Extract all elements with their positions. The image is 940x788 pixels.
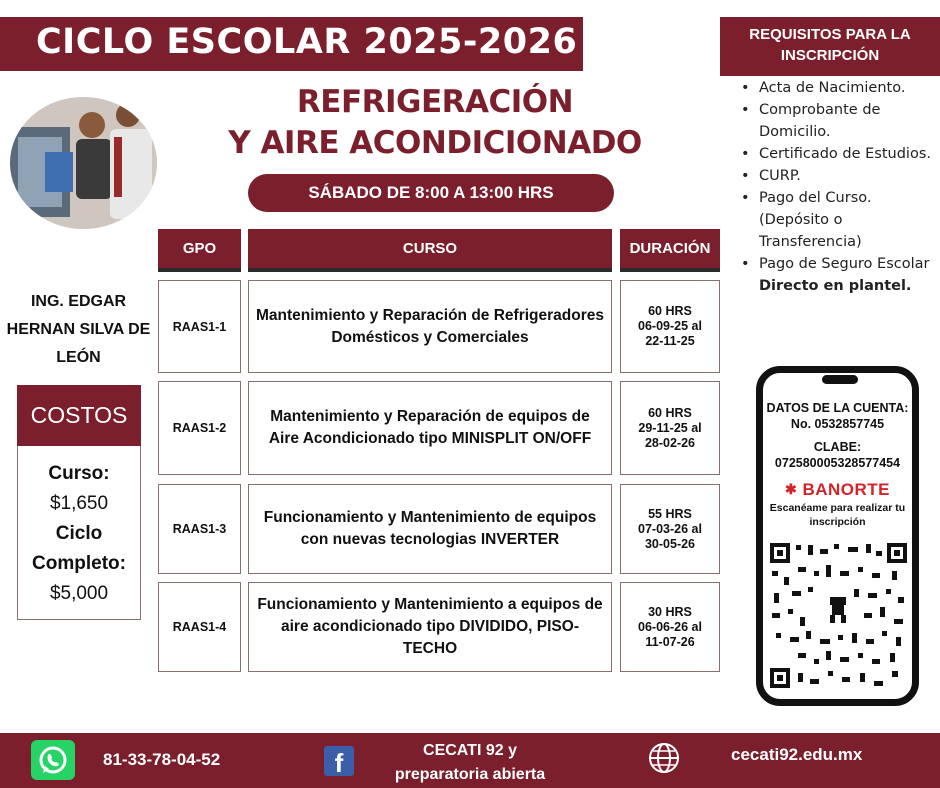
- duration-dates: 07-03-26 al 30-05-26: [638, 521, 702, 551]
- course-price: $1,650: [49, 493, 109, 514]
- schedule-pill: SÁBADO DE 8:00 A 13:00 HRS: [248, 174, 614, 212]
- requirement-item: • Comprobante de Domicilio.: [735, 99, 935, 143]
- table-cell-duration: [620, 582, 720, 672]
- phone-notch: [822, 375, 858, 384]
- duration-hours: 55 HRS: [648, 506, 692, 521]
- table-cell-duration: [620, 381, 720, 475]
- header-duration: DURACIÓN: [620, 229, 720, 272]
- costs-box: [17, 446, 141, 620]
- table-cell-course: Funcionamiento y Mantenimiento a equipos de aire acondicionado tipo DIVIDIDO, PISO-TECHO: [248, 582, 612, 672]
- table-cell-group: RAAS1-1: [158, 280, 241, 373]
- page-title: CICLO ESCOLAR 2025-2026: [36, 22, 578, 62]
- facebook-icon[interactable]: f: [324, 746, 354, 776]
- requirements-list: [735, 77, 935, 297]
- header-course: CURSO: [248, 229, 612, 272]
- bank-logo: [763, 480, 912, 500]
- duration-hours: 60 HRS: [648, 405, 692, 420]
- table-cell-duration: [620, 484, 720, 574]
- duration-dates: 06-09-25 al 22-11-25: [638, 319, 702, 348]
- whatsapp-icon[interactable]: [31, 740, 75, 780]
- teacher-name: ING. EDGAR HERNAN SILVA DE LEÓN: [6, 293, 151, 366]
- requirement-item: • CURP.: [735, 165, 935, 187]
- account-number: No. 0532857745: [790, 417, 885, 431]
- requirements-title: REQUISITOS PARA LA INSCRIPCIÓN: [720, 17, 940, 76]
- table-cell-group: RAAS1-3: [158, 484, 241, 574]
- qr-code-icon[interactable]: [768, 541, 909, 690]
- technicians-photo: [10, 97, 157, 229]
- clabe-label: CLABE:: [813, 440, 862, 454]
- costs-title: COSTOS: [17, 385, 141, 446]
- requirement-text: Pago de Seguro Escolar: [759, 256, 930, 272]
- table-cell-group: RAAS1-2: [158, 381, 241, 475]
- duration-hours: 30 HRS: [648, 604, 692, 619]
- requirement-item: • Acta de Nacimiento.: [735, 77, 935, 99]
- table-cell-course: Mantenimiento y Reparación de equipos de Aire Acondicionado tipo MINISPLIT ON/OFF: [248, 381, 612, 475]
- course-price-label: Curso:: [48, 463, 110, 484]
- requirement-item: [735, 253, 935, 297]
- requirement-item: • Certificado de Estudios.: [735, 143, 935, 165]
- duration-dates: 06-06-26 al 11-07-26: [638, 619, 702, 649]
- course-title-line: REFRIGERACIÓN: [296, 84, 574, 120]
- requirement-emphasis: Directo en plantel.: [759, 278, 912, 294]
- duration-hours: 60 HRS: [648, 304, 692, 318]
- scan-instruction: Escanéame para realizar tu inscripción: [769, 502, 906, 528]
- cycle-price-label: Ciclo Completo:: [32, 523, 126, 574]
- table-cell-duration: [620, 280, 720, 373]
- phone-mockup: [756, 366, 919, 706]
- globe-icon[interactable]: [648, 742, 680, 774]
- table-cell-course: Mantenimiento y Reparación de Refrigeradores Domésticos y Comerciales: [248, 280, 612, 373]
- table-cell-group: RAAS1-4: [158, 582, 241, 672]
- cycle-price: $5,000: [49, 583, 109, 604]
- course-title: [210, 82, 660, 164]
- account-title: DATOS DE LA CUENTA:: [766, 401, 909, 415]
- footer-phone[interactable]: 81-33-78-04-52: [103, 750, 221, 769]
- clabe-number: 072580005328577454: [774, 456, 901, 470]
- duration-dates: 29-11-25 al 28-02-26: [638, 420, 702, 450]
- banorte-icon: ✱: [784, 481, 798, 497]
- course-title-line: Y AIRE ACONDICIONADO: [228, 125, 642, 161]
- bank-name: BANORTE: [802, 480, 891, 499]
- requirement-item: • Pago del Curso. (Depósito o Transferencia): [735, 187, 935, 253]
- table-cell-course: Funcionamiento y Mantenimiento de equipos con nuevas tecnologias INVERTER: [248, 484, 612, 574]
- footer-social[interactable]: CECATI 92 y preparatoria abierta: [394, 742, 546, 783]
- footer-website[interactable]: cecati92.edu.mx: [731, 745, 863, 764]
- header-group: GPO: [158, 229, 241, 272]
